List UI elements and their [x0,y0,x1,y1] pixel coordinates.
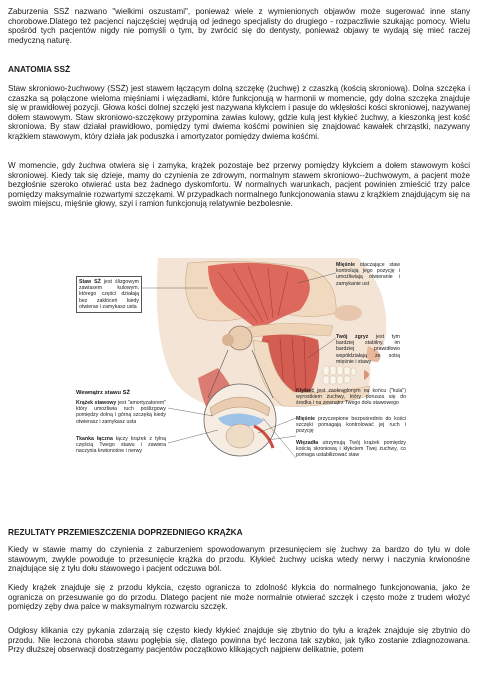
tmj-anatomy-figure [68,258,418,480]
label-ligaments-title: Więzadła [296,440,319,446]
label-disc-text: jest "amortyzatorem" który umożliwia ruch poślizgowy pomiędzy dolną i górną szczęką kiedy otwierasz i zamykasz usta [76,400,166,425]
label-bite [336,334,400,365]
anatomy-paragraph-2: W momencie, gdy żuchwa otwiera się i zamyka, krążek pozostaje bez przerwy pomiędzy kłykciem a dołem stawowym kości skroniowej. Kiedy tak się dzieje, mamy do czynienia ze zdrowym, normalnym stawem skroniowo--żuchwowym, a pacjent może bezgłośnie szeroko otwierać usta bez żadnego dyskomfortu. W normalnych warunkach, pacjent powinien zmieścić trzy palce pomiędzy maksymalnie rozwartymi szczękami. W przypadkach normalnego funkcjonowania stawu z krążkiem znajdującym się na swoim miejscu, mięśnie głowy, szyi i ramion funkcjonują relatywnie bezbolesnie. [8,161,470,209]
label-tissue-title: Tkanka łączna [76,436,113,442]
intro-paragraph: Zaburzenia SSŻ nazwano "wielkimi oszustami", ponieważ wiele z wymienionych objawów może sugerować inne stany chorobowe.Dlatego też pacjenci najczęściej wędrują od jednego specjalisty do drugiego - rozpaczliwie szukając pomocy. Wielu spośród tych pacjentów nigdy nie pomyśli o tym, by zwrócić się do dentysty, ponieważ objawy te wydają się mieć raczej medyczną naturę. [8,7,470,45]
section-heading-results: REZULTATY PRZEMIESZCZENIA DOPRZEDNIEGO KRĄŻKA [8,527,243,537]
label-tissue [76,436,166,455]
results-paragraph-1: Kiedy w stawie mamy do czynienia z zaburzeniem spowodowanym przesunięciem się żuchwy za bardzo do tyłu w dole stawowym, zwykle powoduje to przesunięcie krążka do przodu. Kłykieć żuchwy uciska wtedy nerwy i naczynia krwionośne znajdujące się z tyłu dołu stawowego i pacjent odczuwa ból. [8,545,470,574]
label-ligaments-text: utrzymują Twój krążek pomiędzy kością skroniową i kłykciem Twej żuchwy, co pomaga ustabilizować staw [296,440,406,459]
section-heading-anatomy: ANATOMIA SSŻ [8,64,71,74]
label-condyle [296,388,406,407]
results-paragraph-2: Kiedy krążek znajduje się z przodu kłykcia, często ogranicza to zdolność kłykcia do normalnego funkcjonowania, jako że ogranicza on przesuwanie go do przodu. Dlatego pacjent nie może normalnie otwierać szczęk i często może z trudem włożyć pomiędzy zęby dwa palce w maksymalnym rozwarciu szczęk. [8,583,470,612]
label-inset-muscles-text: przyczepione bezpośrednio do kości szczęki pomagają kontrolować jej ruch i pozycję [296,416,406,435]
label-condyle-text: jest zaokrąglonym na końcu ("kula") wyrostkiem żuchwy, który porusza się do środka i na zewnątrz Twego dołu stawowego [296,388,406,407]
ear-canal [222,334,234,346]
label-tmj-title: Staw SŻ [79,279,101,285]
label-tissue-text: łączy krążek z tylną częścią Twego stawu i zawiera naczynia krwionośne i nerwy [76,436,166,455]
label-bite-text: jest tym bardziej stabilny, im bardziej prawidłowo współdziałają ze sobą mięśnie i stawy [336,334,400,365]
inset-title: Wewnątrz stawu SŻ [76,390,131,396]
label-inset-muscles [296,416,406,435]
eye-region [334,305,362,321]
label-bite-title: Twój zgryz [336,334,369,340]
anatomy-paragraph-1: Staw skroniowo-żuchwowy (SSŻ) jest stawem łączącym dolną szczękę (żuchwę) z czaszką (kością skroniową). Dolna szczęka i czaszka są połączone wieloma mięśniami i więzadłami, które funkcjonują w harmonii w momencie, gdy dolna szczęka znajduje się w prawidłowej pozycji. Głowa kości dolnej szczęki jest nazywana kłykciem i pasuje do wklęsłości kości skroniowej, nazywanej dołem stawowym. Staw skroniowo-szczękowy przypomina zawias kulowy, gdzie kulą jest kłykieć żuchwy, a kieszonką jest kość skroniowa. By staw działał prawidłowo, pomiędzy tymi dwiema kośćmi powinien się znajdować kawałek chrząstki, nazywany krążkiem stawowym, który działa jak poduszka i amortyzator pomiędzy dwiema kośćmi. [8,84,470,141]
label-tmj-text: jest ślizgowym zawiasem kulowym, którego części działają bez zakłóceń kiedy otwieras i zamykasz usta [79,279,139,310]
label-muscles-title: Mięśnie [336,262,356,268]
label-disc-title: Krążek stawowy [76,400,117,406]
label-ligaments [296,440,406,459]
label-condyle-title: Kłykieć [296,388,315,394]
inset-condyle [226,424,254,448]
label-disc [76,400,166,425]
label-muscles [336,262,400,287]
label-box-tmj [76,276,142,313]
results-paragraph-3: Odgłosy klikania czy pykania zdarzają się często kiedy kłykieć znajduje się zbytnio do tyłu a krążek znajduje się zbytnio do przodu. Nie leczona choroba stawu pogłębia się, dlatego powinna być leczona tak szybko, jak tylko zostanie zdiagnozowana. Przy dłuższej obserwacji dostrzegamy pacjentów początkowo klikających najpierw delikatnie, potem [8,626,470,655]
label-muscles-text: otaczające staw kontrolują jego pozycję i umożliwiają otwieranie i zamykanie ust [336,262,400,287]
label-inset-muscles-title: Mięśnie [296,416,316,422]
